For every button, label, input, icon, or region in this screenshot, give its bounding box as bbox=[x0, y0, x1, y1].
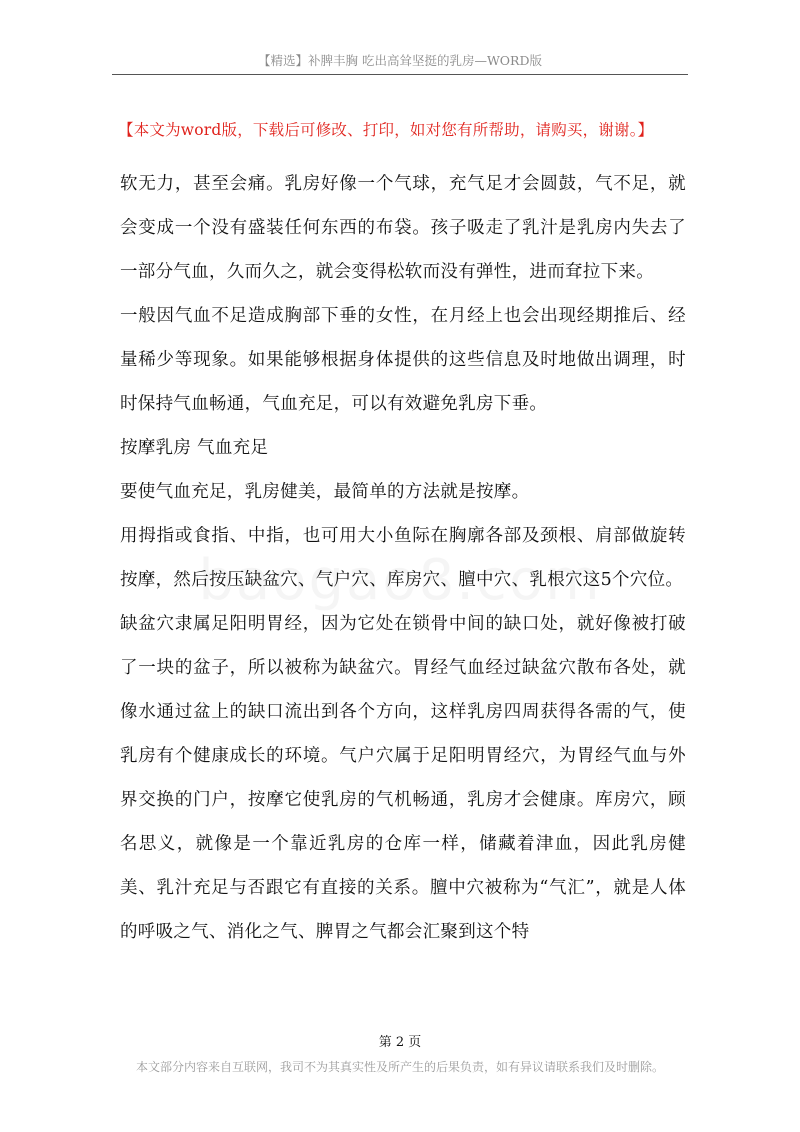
paragraph-3: 要使气血充足，乳房健美，最简单的方法就是按摩。 bbox=[120, 482, 530, 502]
section-heading: 按摩乳房 气血充足 bbox=[120, 438, 269, 458]
paragraph-4: 用拇指或食指、中指，也可用大小鱼际在胸廓各部及颈根、肩部做旋转按摩，然后按压缺盆穴、气户穴、库房穴、膻中穴、乳根穴这5个穴位。 bbox=[120, 526, 686, 590]
paragraph-5: 缺盆穴隶属足阳明胃经，因为它处在锁骨中间的缺口处，就好像被打破了一块的盆子，所以被称为缺盆穴。胃经气血经过缺盆穴散布各处，就像水通过盆上的缺口流出到各个方向，这样乳房四周获得各需的气，使乳房有个健康成长的环境。气户穴属于足阳明胃经穴，为胃经气血与外界交换的门户，按摩它使乳房的气机畅通，乳房才会健康。库房穴，顾名思义，就像是一个靠近乳房的仓库一样，储藏着津血，因此乳房健美、乳汁充足与否跟它有直接的关系。膻中穴被称为“气汇”，就是人体的呼吸之气、消化之气、脾胃之气都会汇聚到这个特 bbox=[120, 614, 686, 942]
purchase-notice: 【本文为word版，下载后可修改、打印，如对您有所帮助，请购买，谢谢。】 bbox=[118, 121, 654, 139]
header-title: 【精选】补脾丰胸 吃出高耸坚挺的乳房—WORD版 bbox=[257, 53, 542, 68]
page-footer: 本文部分内容来自互联网，我司不为其真实性及所产生的后果负责，如有异议请联系我们及时删除。 bbox=[135, 1060, 664, 1074]
page-number: 第 2 页 bbox=[378, 1035, 422, 1050]
paragraph-1: 软无力，甚至会痛。乳房好像一个气球，充气足才会圆鼓，气不足，就会变成一个没有盛装任何东西的布袋。孩子吸走了乳汁是乳房内失去了一部分气血，久而久之，就会变得松软而没有弹性，进而耷拉下来。 bbox=[120, 174, 686, 282]
page-header bbox=[112, 52, 688, 75]
paragraph-2: 一般因气血不足造成胸部下垂的女性，在月经上也会出现经期推后、经量稀少等现象。如果能够根据身体提供的这些信息及时地做出调理，时时保持气血畅通，气血充足，可以有效避免乳房下垂。 bbox=[120, 306, 686, 414]
document-body bbox=[120, 162, 686, 954]
